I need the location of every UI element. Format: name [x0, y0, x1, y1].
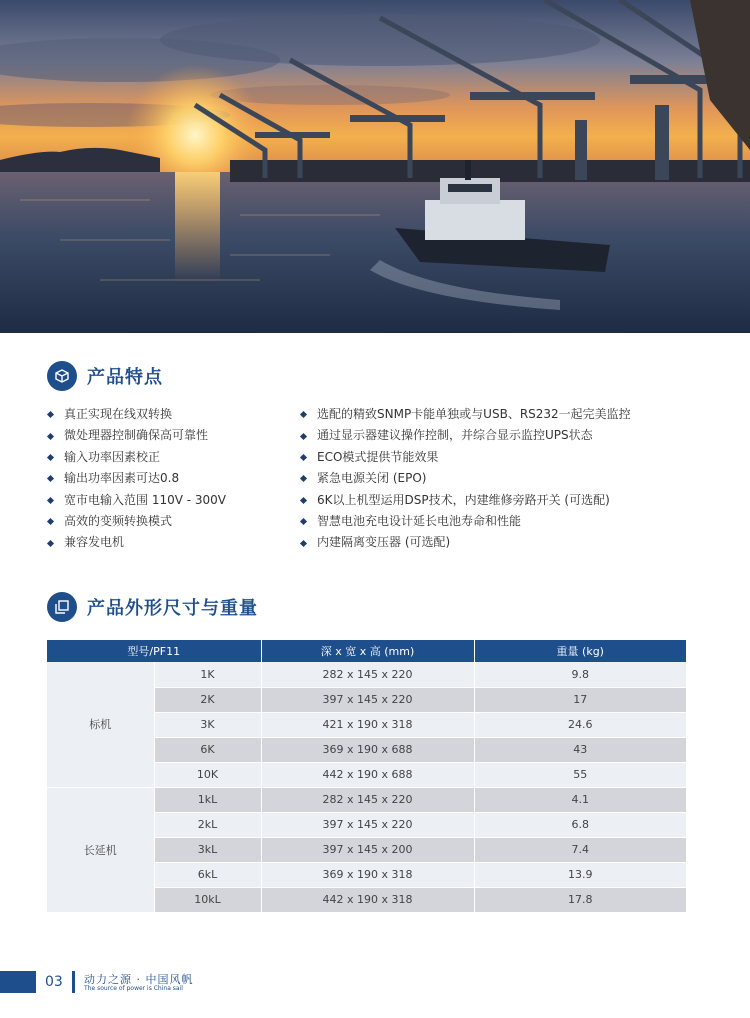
feature-item: 智慧电池充电设计延长电池寿命和性能: [300, 511, 700, 532]
group-long-backup: 长延机: [47, 787, 154, 912]
diamond-bullet-icon: [47, 454, 54, 461]
group-standard: 标机: [47, 662, 154, 787]
box-icon: [47, 361, 77, 391]
feature-item: 通过显示器建议操作控制，并综合显示监控UPS状态: [300, 425, 700, 446]
feature-item: 高效的变频转换模式: [47, 511, 300, 532]
diamond-bullet-icon: [47, 539, 54, 546]
feature-item: ECO模式提供节能效果: [300, 447, 700, 468]
table-row: 标机 1K 282 x 145 x 220 9.8: [47, 662, 686, 687]
feature-item: 选配的精致SNMP卡能单独或与USB、RS232一起完美监控: [300, 404, 700, 425]
header-weight: 重量 (kg): [474, 640, 686, 662]
diamond-bullet-icon: [300, 518, 307, 525]
table-row: 10K 442 x 190 x 688 55: [47, 762, 686, 787]
feature-item: 输出功率因素可达0.8: [47, 468, 300, 489]
diamond-bullet-icon: [47, 475, 54, 482]
table-row: 2K 397 x 145 x 220 17: [47, 687, 686, 712]
feature-item: 微处理器控制确保高可靠性: [47, 425, 300, 446]
table-row: 6kL 369 x 190 x 318 13.9: [47, 862, 686, 887]
header-model: 型号/PF11: [47, 640, 261, 662]
harbor-sunset-illustration: [0, 0, 750, 333]
page-number: 03: [45, 974, 63, 990]
feature-item: 宽市电输入范围 110V - 300V: [47, 490, 300, 511]
diamond-bullet-icon: [47, 411, 54, 418]
diamond-bullet-icon: [300, 454, 307, 461]
table-row: 6K 369 x 190 x 688 43: [47, 737, 686, 762]
footer-accent-bar: [0, 971, 36, 993]
diamond-bullet-icon: [300, 411, 307, 418]
spec-table: [47, 640, 686, 913]
header-dimensions: 深 x 宽 x 高 (mm): [261, 640, 474, 662]
diamond-bullet-icon: [300, 475, 307, 482]
size-title: 产品外形尺寸与重量: [87, 598, 258, 619]
hero-photo: [0, 0, 750, 333]
feature-item: 兼容发电机: [47, 532, 300, 553]
feature-item: 真正实现在线双转换: [47, 404, 300, 425]
table-row: 3kL 397 x 145 x 200 7.4: [47, 837, 686, 862]
diamond-bullet-icon: [300, 497, 307, 504]
features-title: 产品特点: [87, 367, 163, 388]
features-left-column: [47, 404, 300, 554]
feature-item: 内建隔离变压器 (可选配): [300, 532, 700, 553]
table-row: 3K 421 x 190 x 318 24.6: [47, 712, 686, 737]
table-header-row: [47, 640, 686, 662]
diamond-bullet-icon: [47, 497, 54, 504]
table-row: 长延机 1kL 282 x 145 x 220 4.1: [47, 787, 686, 812]
features-right-column: [300, 404, 700, 554]
layers-icon: [47, 592, 77, 622]
page-footer: [0, 971, 300, 993]
table-row: 2kL 397 x 145 x 220 6.8: [47, 812, 686, 837]
diamond-bullet-icon: [300, 539, 307, 546]
feature-item: 输入功率因素校正: [47, 447, 300, 468]
feature-item: 紧急电源关闭 (EPO): [300, 468, 700, 489]
diamond-bullet-icon: [300, 433, 307, 440]
diamond-bullet-icon: [47, 433, 54, 440]
table-row: 10kL 442 x 190 x 318 17.8: [47, 887, 686, 912]
footer-slogan: 动力之源 · 中国风帆: [84, 973, 194, 986]
diamond-bullet-icon: [47, 518, 54, 525]
features-list: [47, 404, 707, 554]
size-section-heading: [47, 592, 258, 622]
feature-item: 6K以上机型运用DSP技术，内建维修旁路开关 (可选配): [300, 490, 700, 511]
footer-slogan-english: The source of power is China sail: [84, 985, 183, 992]
features-section-heading: [47, 361, 163, 391]
footer-divider: [72, 971, 75, 993]
